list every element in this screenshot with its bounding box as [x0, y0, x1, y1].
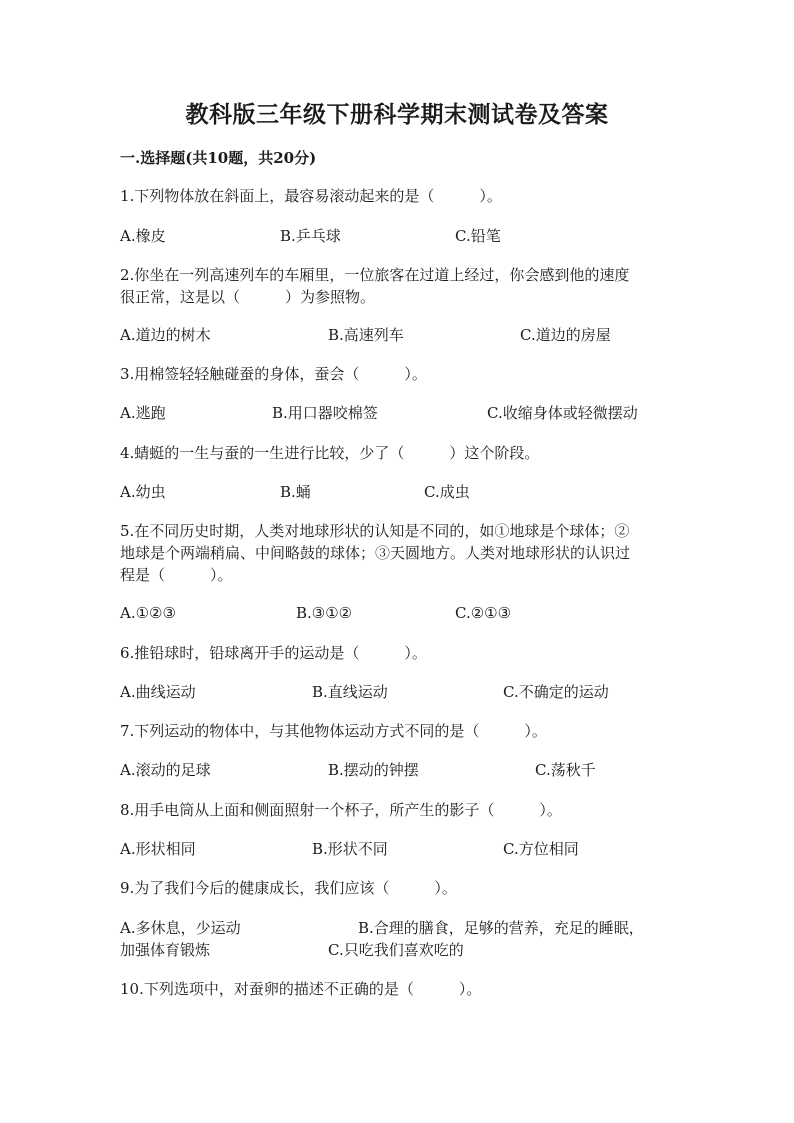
- q7-option-c: C.荡秋千: [535, 761, 596, 779]
- question-1: 1.下列物体放在斜面上，最容易滚动起来的是（ ）。: [120, 187, 502, 205]
- q8-option-a: A.形状相同: [120, 840, 196, 858]
- section-heading: 一.选择题(共10题，共20分): [120, 149, 317, 167]
- q9-option-b: B.合理的膳食，足够的营养，充足的睡眠，: [358, 919, 644, 937]
- q3-option-c: C.收缩身体或轻微摆动: [487, 404, 638, 422]
- q5-option-c: C.②①③: [455, 604, 512, 622]
- question-8: 8.用手电筒从上面和侧面照射一个杯子，所产生的影子（ ）。: [120, 801, 562, 819]
- q9-option-a: A.多休息，少运动: [120, 919, 241, 937]
- question-5-line-1: 5.在不同历史时期，人类对地球形状的认知是不同的，如①地球是个球体；②: [120, 522, 630, 540]
- q7-option-a: A.滚动的足球: [120, 761, 211, 779]
- q1-option-b: B.乒乓球: [280, 227, 341, 245]
- q9-option-b-continued: 加强体育锻炼: [120, 941, 211, 959]
- q2-option-b: B.高速列车: [328, 326, 404, 344]
- q1-option-c: C.铅笔: [455, 227, 501, 245]
- q6-option-a: A.曲线运动: [120, 683, 196, 701]
- q1-option-a: A.橡皮: [120, 227, 166, 245]
- q6-option-c: C.不确定的运动: [503, 683, 609, 701]
- question-6: 6.推铅球时，铅球离开手的运动是（ ）。: [120, 644, 427, 662]
- q2-option-c: C.道边的房屋: [520, 326, 611, 344]
- q4-option-c: C.成虫: [424, 483, 470, 501]
- q2-option-a: A.道边的树木: [120, 326, 211, 344]
- q3-option-b: B.用口器咬棉签: [272, 404, 378, 422]
- question-2-line-1: 2.你坐在一列高速列车的车厢里，一位旅客在过道上经过，你会感到他的速度: [120, 266, 630, 284]
- page-title: 教科版三年级下册科学期末测试卷及答案: [185, 101, 609, 128]
- q7-option-b: B.摆动的钟摆: [328, 761, 419, 779]
- question-5-line-3: 程是（ ）。: [120, 566, 233, 584]
- question-10: 10.下列选项中，对蚕卵的描述不正确的是（ ）。: [120, 980, 482, 998]
- question-3: 3.用棉签轻轻触碰蚕的身体，蚕会（ ）。: [120, 365, 427, 383]
- q4-option-a: A.幼虫: [120, 483, 166, 501]
- q5-option-a: A.①②③: [120, 604, 176, 622]
- q4-option-b: B.蛹: [280, 483, 311, 501]
- q8-option-b: B.形状不同: [312, 840, 388, 858]
- question-5-line-2: 地球是个两端稍扁、中间略鼓的球体；③天圆地方。人类对地球形状的认识过: [120, 544, 631, 562]
- q6-option-b: B.直线运动: [312, 683, 388, 701]
- question-7: 7.下列运动的物体中，与其他物体运动方式不同的是（ ）。: [120, 722, 547, 740]
- q9-option-c: C.只吃我们喜欢吃的: [328, 941, 464, 959]
- q5-option-b: B.③①②: [296, 604, 353, 622]
- question-9: 9.为了我们今后的健康成长，我们应该（ ）。: [120, 879, 457, 897]
- question-4: 4.蜻蜓的一生与蚕的一生进行比较，少了（ ）这个阶段。: [120, 444, 540, 462]
- question-2-line-2: 很正常，这是以（ ）为参照物。: [120, 288, 376, 306]
- q3-option-a: A.逃跑: [120, 404, 166, 422]
- q8-option-c: C.方位相同: [503, 840, 579, 858]
